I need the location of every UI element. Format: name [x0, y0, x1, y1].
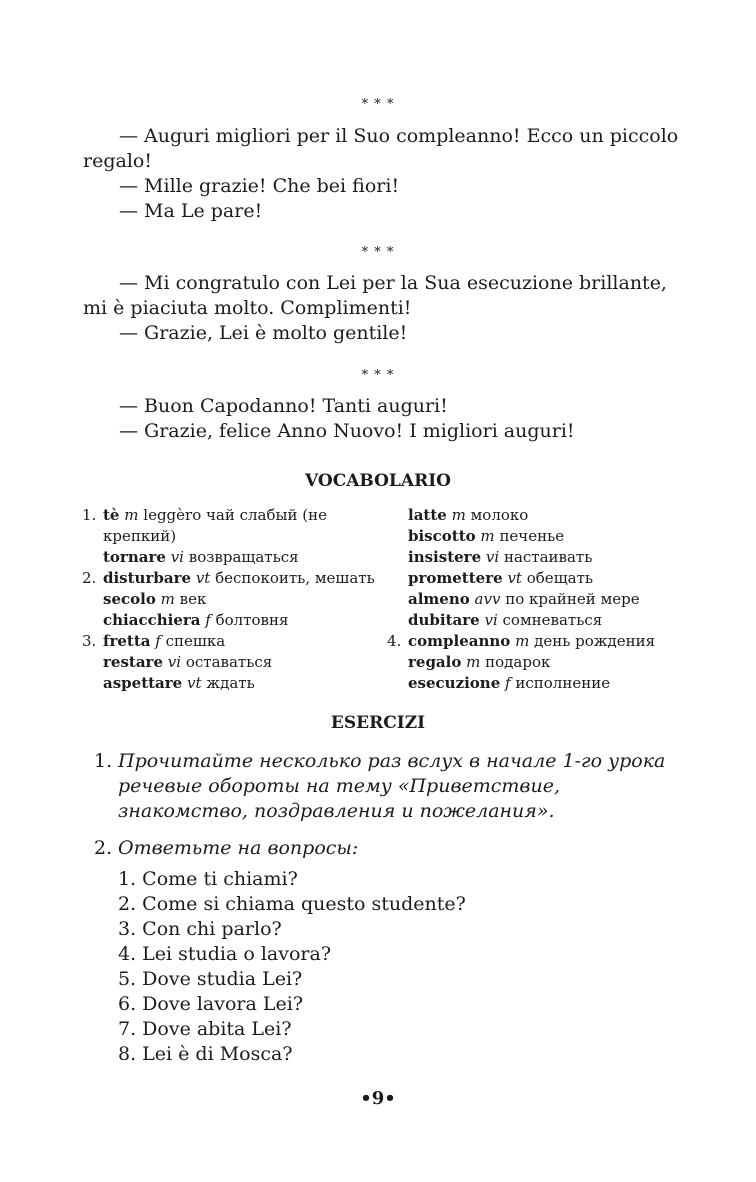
vocab-translation: leggèro чай слабый (не — [143, 506, 327, 524]
dialog-line: — Buon Capodanno! Tanti auguri! — [119, 395, 448, 417]
vocab-translation: печенье — [499, 527, 565, 545]
dialog-line-continuation: regalo! — [83, 150, 152, 172]
vocab-entry — [82, 505, 392, 526]
vocab-translation: исполнение — [515, 674, 611, 692]
vocab-number: 3. — [82, 632, 97, 650]
vocab-word: biscotto — [408, 527, 476, 545]
vocab-pos: m — [124, 506, 139, 524]
vocab-pos: vt — [195, 569, 211, 587]
vocab-translation: по крайней мере — [505, 590, 640, 608]
vocab-entry — [387, 568, 677, 589]
vocab-pos: m — [515, 632, 530, 650]
vocab-number: 1. — [82, 506, 97, 524]
vocab-pos: m — [480, 527, 495, 545]
vocab-pos: vt — [507, 569, 522, 587]
dialog-line: — Ma Le pare! — [119, 200, 263, 222]
vocab-translation: подарок — [485, 653, 551, 671]
vocab-word: insistere — [408, 548, 482, 566]
exercise-instruction: Ответьте на вопросы: — [118, 837, 359, 859]
vocab-entry — [82, 673, 392, 694]
vocab-pos: vi — [485, 548, 500, 566]
vocab-pos: f — [205, 611, 211, 629]
vocab-entry — [387, 526, 677, 547]
question-item: 6. Dove lavora Lei? — [118, 993, 304, 1015]
dialog-line: — Auguri migliori per il Suo compleanno! Ecco un piccolo — [119, 125, 679, 147]
vocab-translation: оставаться — [185, 653, 273, 671]
vocab-word: regalo — [408, 653, 462, 671]
vocab-entry — [82, 631, 392, 652]
vocab-word: fretta — [103, 632, 151, 650]
vocab-word: compleanno — [408, 632, 511, 650]
vocab-word: aspettare — [103, 674, 183, 692]
vocab-word: almeno — [408, 590, 470, 608]
dialog-2 — [83, 271, 668, 346]
vocab-translation: век — [179, 590, 207, 608]
vocabulary-heading: VOCABOLARIO — [305, 471, 451, 491]
dialog-line: — Grazie, felice Anno Nuovo! I migliori auguri! — [119, 420, 575, 442]
section-separator: * * * — [361, 368, 395, 383]
vocab-word: esecuzione — [408, 674, 501, 692]
exercise-number: 2. — [94, 837, 113, 859]
vocab-entry — [82, 568, 392, 589]
vocab-word: tornare — [103, 548, 166, 566]
vocab-word: disturbare — [103, 569, 192, 587]
vocab-translation: настаивать — [503, 548, 593, 566]
vocab-word: latte — [408, 506, 447, 524]
vocab-entry — [387, 652, 677, 673]
vocab-entry — [387, 547, 677, 568]
vocab-entry — [82, 547, 392, 568]
vocab-translation: беспокоить, мешать — [215, 569, 375, 587]
vocabulary-left-column — [82, 505, 392, 695]
exercise-1 — [94, 749, 674, 824]
vocab-translation: болтовня — [215, 611, 289, 629]
question-item: 1. Come ti chiami? — [118, 868, 298, 890]
exercise-2 — [94, 836, 674, 861]
exercises-heading: ESERCIZI — [330, 713, 426, 733]
vocab-entry — [82, 652, 392, 673]
question-list — [118, 867, 466, 1067]
vocab-word: restare — [103, 653, 163, 671]
vocab-pos: avv — [474, 590, 501, 608]
vocab-translation: крепкий) — [103, 527, 177, 545]
vocab-number: 4. — [387, 632, 402, 650]
vocab-translation: спешка — [165, 632, 226, 650]
vocab-pos: vi — [484, 611, 498, 629]
vocab-word: tè — [103, 506, 120, 524]
exercise-number: 1. — [94, 750, 113, 772]
vocab-entry — [82, 526, 392, 547]
vocab-word: secolo — [103, 590, 156, 608]
section-separator: * * * — [361, 97, 395, 112]
vocab-translation: обещать — [526, 569, 594, 587]
page-number: •9• — [360, 1088, 396, 1109]
vocab-entry — [387, 505, 677, 526]
exercise-instruction: Прочитайте несколько раз вслух в начале 1-го урока речевые обороты на тему «Приветствие, знакомство, поздравления и пожелания». — [118, 750, 666, 822]
vocab-translation: возвращаться — [188, 548, 299, 566]
question-item: 3. Con chi parlo? — [118, 918, 282, 940]
vocab-pos: vi — [170, 548, 184, 566]
vocab-pos: vt — [187, 674, 202, 692]
dialog-3 — [83, 394, 668, 444]
dialog-line-continuation: mi è piaciuta molto. Complimenti! — [83, 297, 412, 319]
vocab-pos: m — [160, 590, 175, 608]
vocab-word: dubitare — [408, 611, 480, 629]
question-item: 7. Dove abita Lei? — [118, 1018, 292, 1040]
vocab-pos: m — [451, 506, 466, 524]
dialog-line: — Mille grazie! Che bei fiori! — [119, 175, 400, 197]
vocab-pos: vi — [167, 653, 182, 671]
vocab-entry — [82, 610, 392, 631]
vocab-pos: f — [505, 674, 511, 692]
vocab-entry — [387, 610, 677, 631]
vocab-translation: день рождения — [534, 632, 656, 650]
section-separator: * * * — [361, 245, 395, 260]
vocab-number: 2. — [82, 569, 97, 587]
dialog-line: — Mi congratulo con Lei per la Sua esecuzione brillante, — [119, 272, 667, 294]
question-item: 5. Dove studia Lei? — [118, 968, 303, 990]
question-item: 2. Come si chiama questo studente? — [118, 893, 466, 915]
vocab-entry — [387, 589, 677, 610]
vocab-word: chiacchiera — [103, 611, 201, 629]
dialog-1 — [83, 124, 679, 224]
vocab-translation: ждать — [206, 674, 255, 692]
vocab-entry — [82, 589, 392, 610]
vocab-pos: f — [155, 632, 161, 650]
question-item: 8. Lei è di Mosca? — [118, 1043, 293, 1065]
vocab-translation: сомневаться — [502, 611, 603, 629]
dialog-line: — Grazie, Lei è molto gentile! — [119, 322, 408, 344]
question-item: 4. Lei studia o lavora? — [118, 943, 332, 965]
vocab-translation: молоко — [470, 506, 529, 524]
vocab-entry — [387, 631, 677, 652]
vocab-entry — [387, 673, 677, 694]
vocab-pos: m — [466, 653, 481, 671]
vocabulary-right-column — [387, 505, 677, 695]
vocab-word: promettere — [408, 569, 503, 587]
